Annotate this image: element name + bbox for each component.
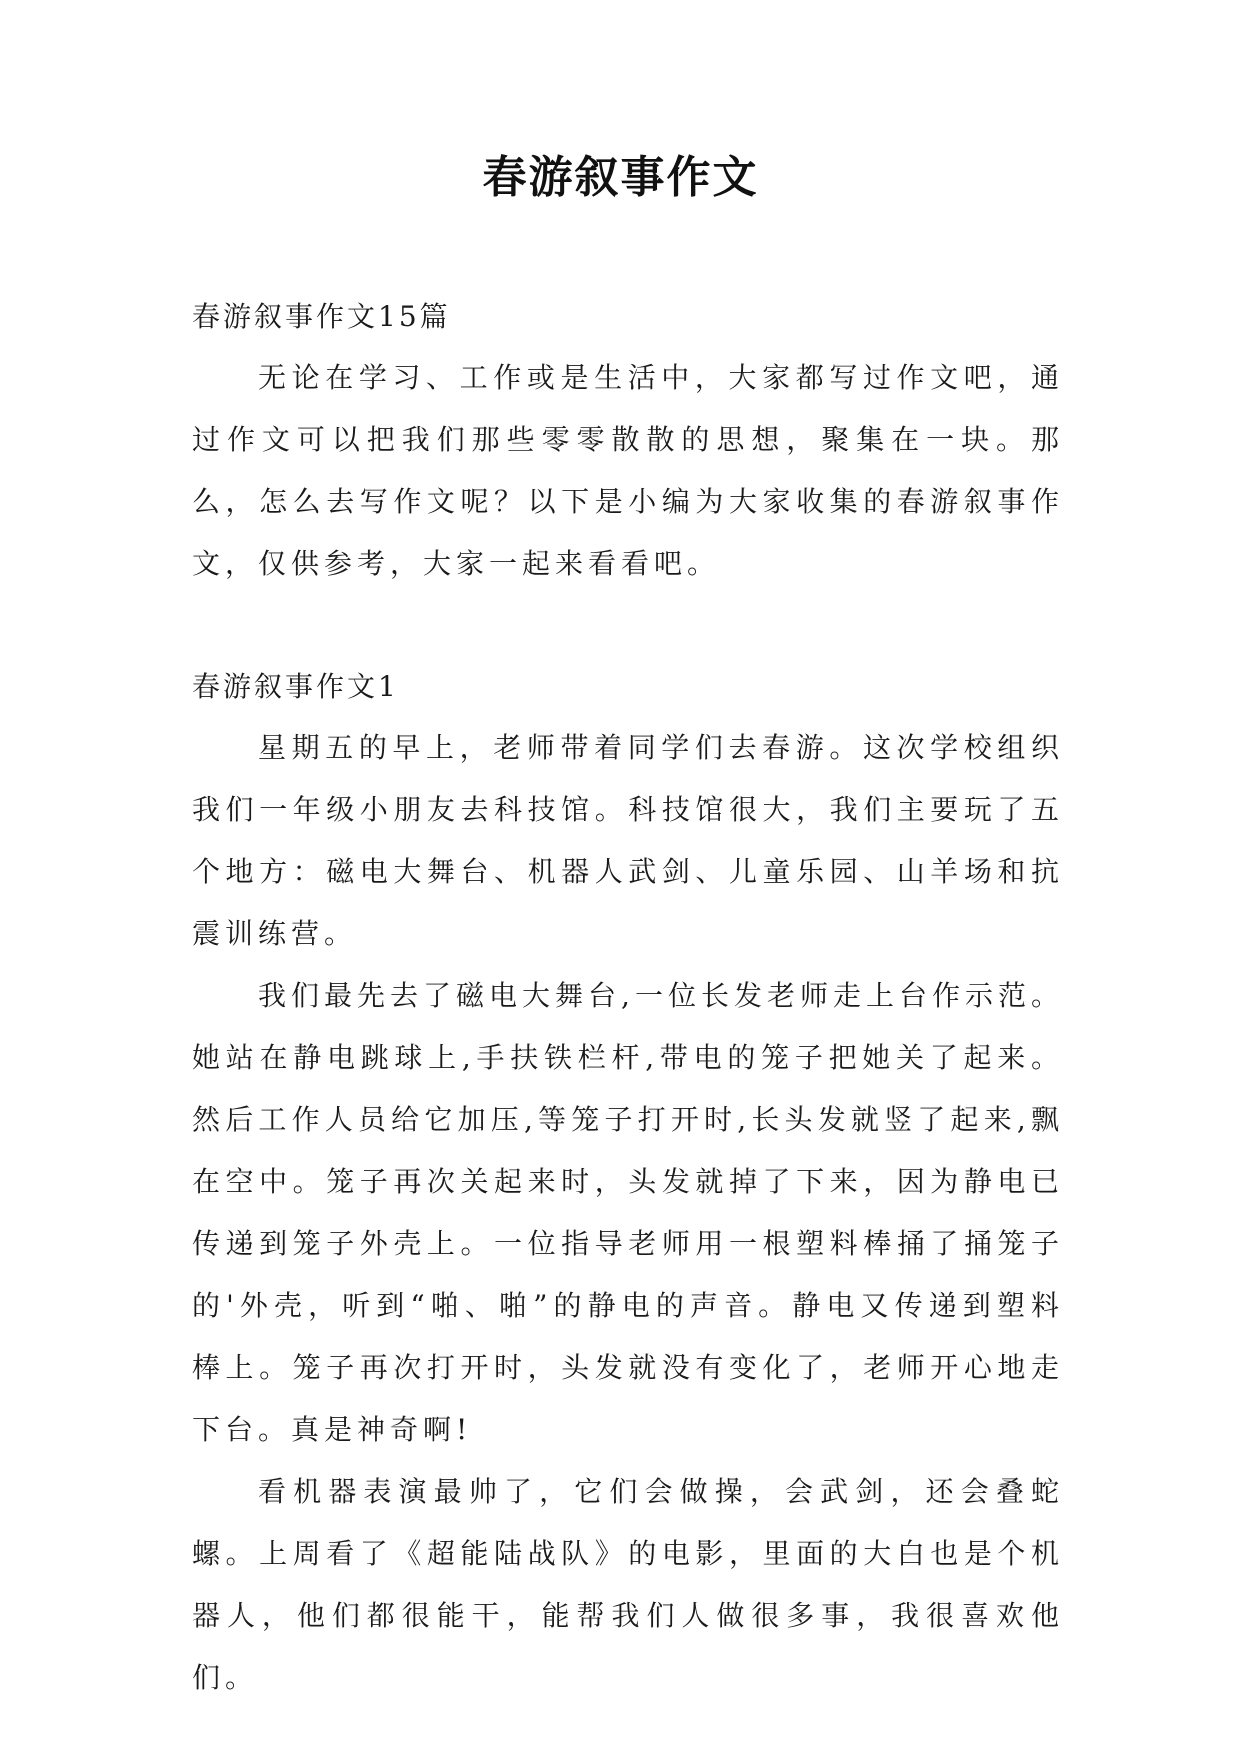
section-paragraph: 看机器表演最帅了，它们会做操，会武剑，还会叠蛇螺。上周看了《超能陆战队》的电影，里面的大白也是个机器人，他们都很能干，能帮我们人做很多事，我很喜欢他们。 (192, 1475, 1064, 1694)
essay-section (192, 657, 1064, 1709)
section-paragraph: 我们最先去了磁电大舞台,一位长发老师走上台作示范。她站在静电跳球上,手扶铁栏杆,带电的笼子把她关了起来。然后工作人员给它加压,等笼子打开时,长头发就竖了起来,飘在空中。笼子再次关起来时，头发就掉了下来，因为静电已传递到笼子外壳上。一位指导老师用一根塑料棒捅了捅笼子的'外壳，听到“啪、啪”的静电的声音。静电又传递到塑料棒上。笼子再次打开时，头发就没有变化了，老师开心地走下台。真是神奇啊! (192, 979, 1064, 1446)
document-title: 春游叙事作文 (482, 152, 759, 203)
intro-heading: 春游叙事作文15篇 (192, 300, 451, 333)
document-body (192, 287, 1064, 1709)
section-heading: 春游叙事作文1 (192, 670, 399, 703)
section-spacer (192, 595, 1064, 657)
intro-paragraph: 无论在学习、工作或是生活中，大家都写过作文吧，通过作文可以把我们那些零零散散的思想，聚集在一块。那么，怎么去写作文呢？以下是小编为大家收集的春游叙事作文，仅供参考，大家一起来看看吧。 (192, 361, 1064, 580)
section-paragraph: 星期五的早上，老师带着同学们去春游。这次学校组织我们一年级小朋友去科技馆。科技馆很大，我们主要玩了五个地方：磁电大舞台、机器人武剑、儿童乐园、山羊场和抗震训练营。 (192, 731, 1064, 950)
